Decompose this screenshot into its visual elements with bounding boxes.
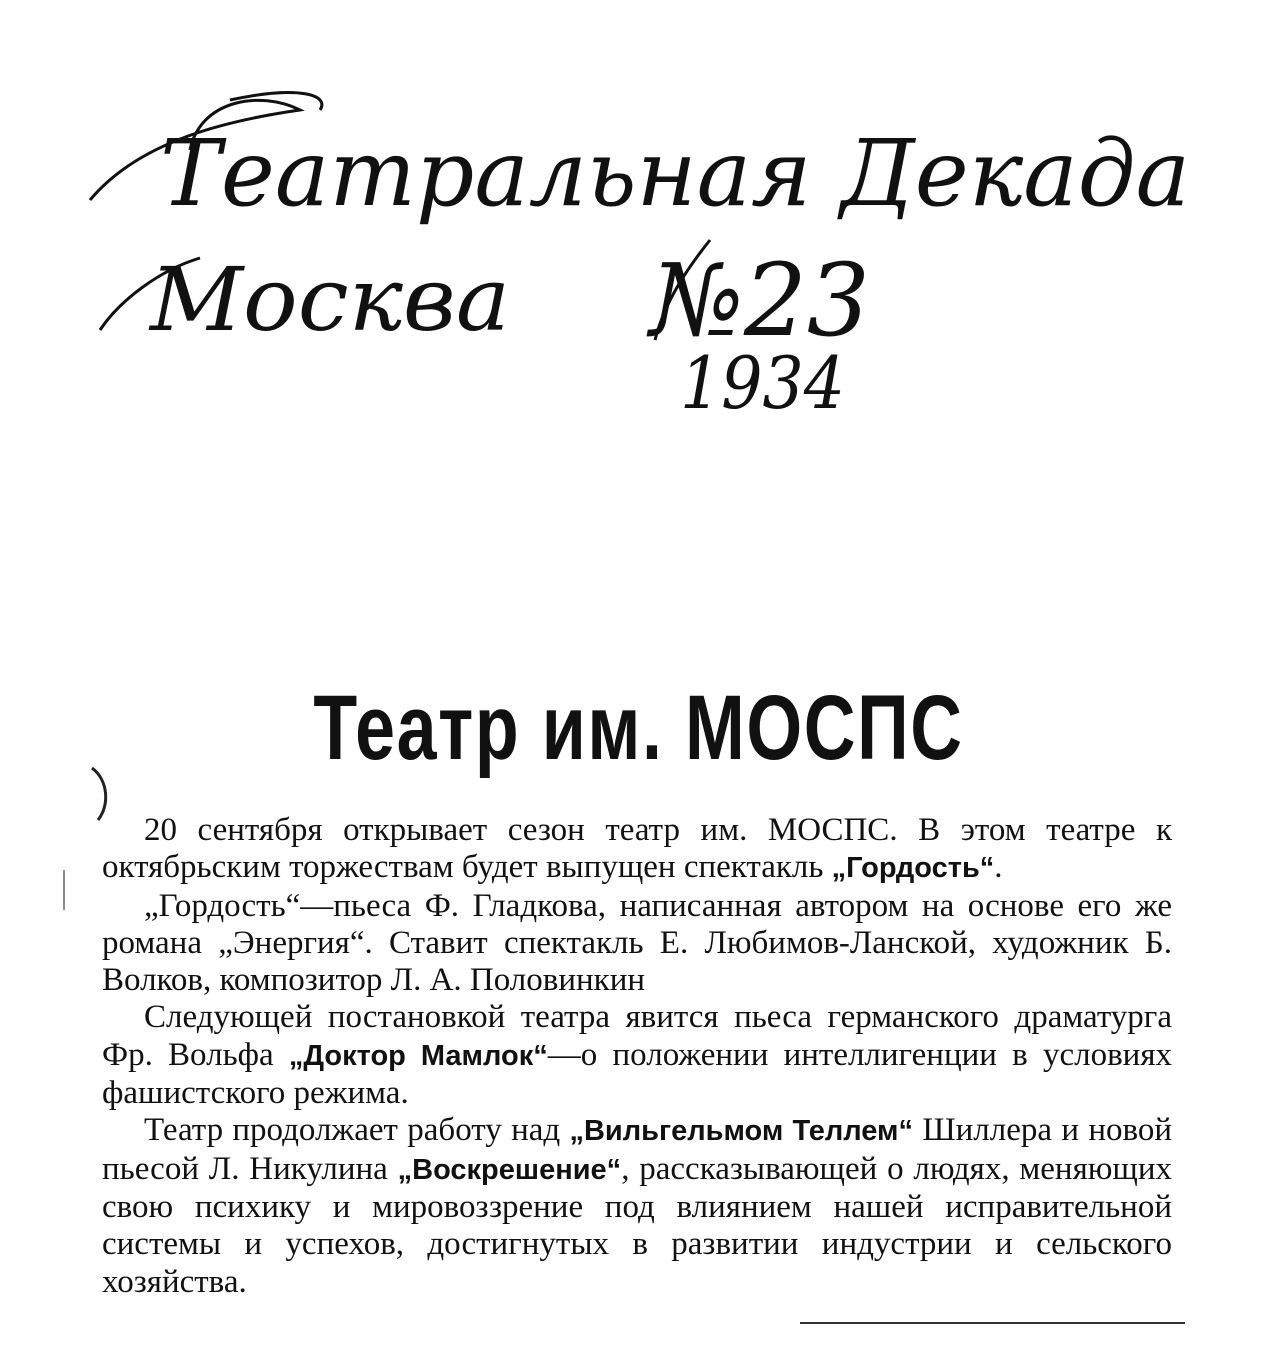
- handwritten-annotation: [0, 0, 1277, 470]
- handwritten-number: №23: [646, 242, 870, 359]
- paragraph-text: Следующей постановкой театра явится пьеса германского драматурга Фр. Вольфа: [102, 999, 1172, 1073]
- paragraph-text: , рассказывающей о людях, меняющих свою психику и мировоззрение под влиянием нашей исправительной системы и успехов, достигнутых в развитии индустрии и сельского хозяйства.: [102, 1150, 1172, 1300]
- paragraph-text: .: [994, 849, 1003, 886]
- play-title-gordost: „Гордость“: [831, 852, 995, 885]
- article-paragraph-1: [102, 812, 1172, 888]
- paragraph-text: „Гордость“—пьеса Ф. Гладкова, написанная автором на основе его же романа „Энергия“. Ставит спектакль Е. Любимов-Ланской, художник Б. Волков, композитор Л. А. Половинкин: [102, 887, 1172, 999]
- paragraph-text: —о положении интеллигенции в условиях фашистского режима.: [102, 1036, 1172, 1112]
- article-paragraph-4: [102, 1112, 1172, 1300]
- paragraph-text: Театр продолжает работу над: [144, 1112, 570, 1149]
- article-paragraph-3: [102, 999, 1172, 1112]
- play-title-wilhelm-tell: „Вильгельмом Теллем“: [569, 1115, 914, 1148]
- handwriting-svg: [0, 0, 1277, 470]
- handwritten-line-2: Москва: [147, 248, 511, 351]
- clipping-bottom-rule: [800, 1322, 1185, 1324]
- play-title-doktor-mamlok: „Доктор Мамлок“: [288, 1039, 548, 1072]
- article-body: [102, 812, 1172, 1301]
- paragraph-text: Шиллера и новой пьесой Л. Никулина: [102, 1112, 1172, 1187]
- play-title-voskreshenie: „Воскрешение“: [397, 1153, 622, 1186]
- paragraph-text: 20 сентября открывает сезон театр им. МОСПС. В этом театре к октябрьским торжествам будет выпущен спектакль: [102, 812, 1172, 886]
- article-paragraph-2: [102, 888, 1172, 1000]
- handwritten-line-1: Театральная Декада: [160, 120, 1190, 227]
- article-headline: Театр им. МОСПС: [313, 677, 964, 779]
- handwritten-year: 1934: [680, 341, 845, 425]
